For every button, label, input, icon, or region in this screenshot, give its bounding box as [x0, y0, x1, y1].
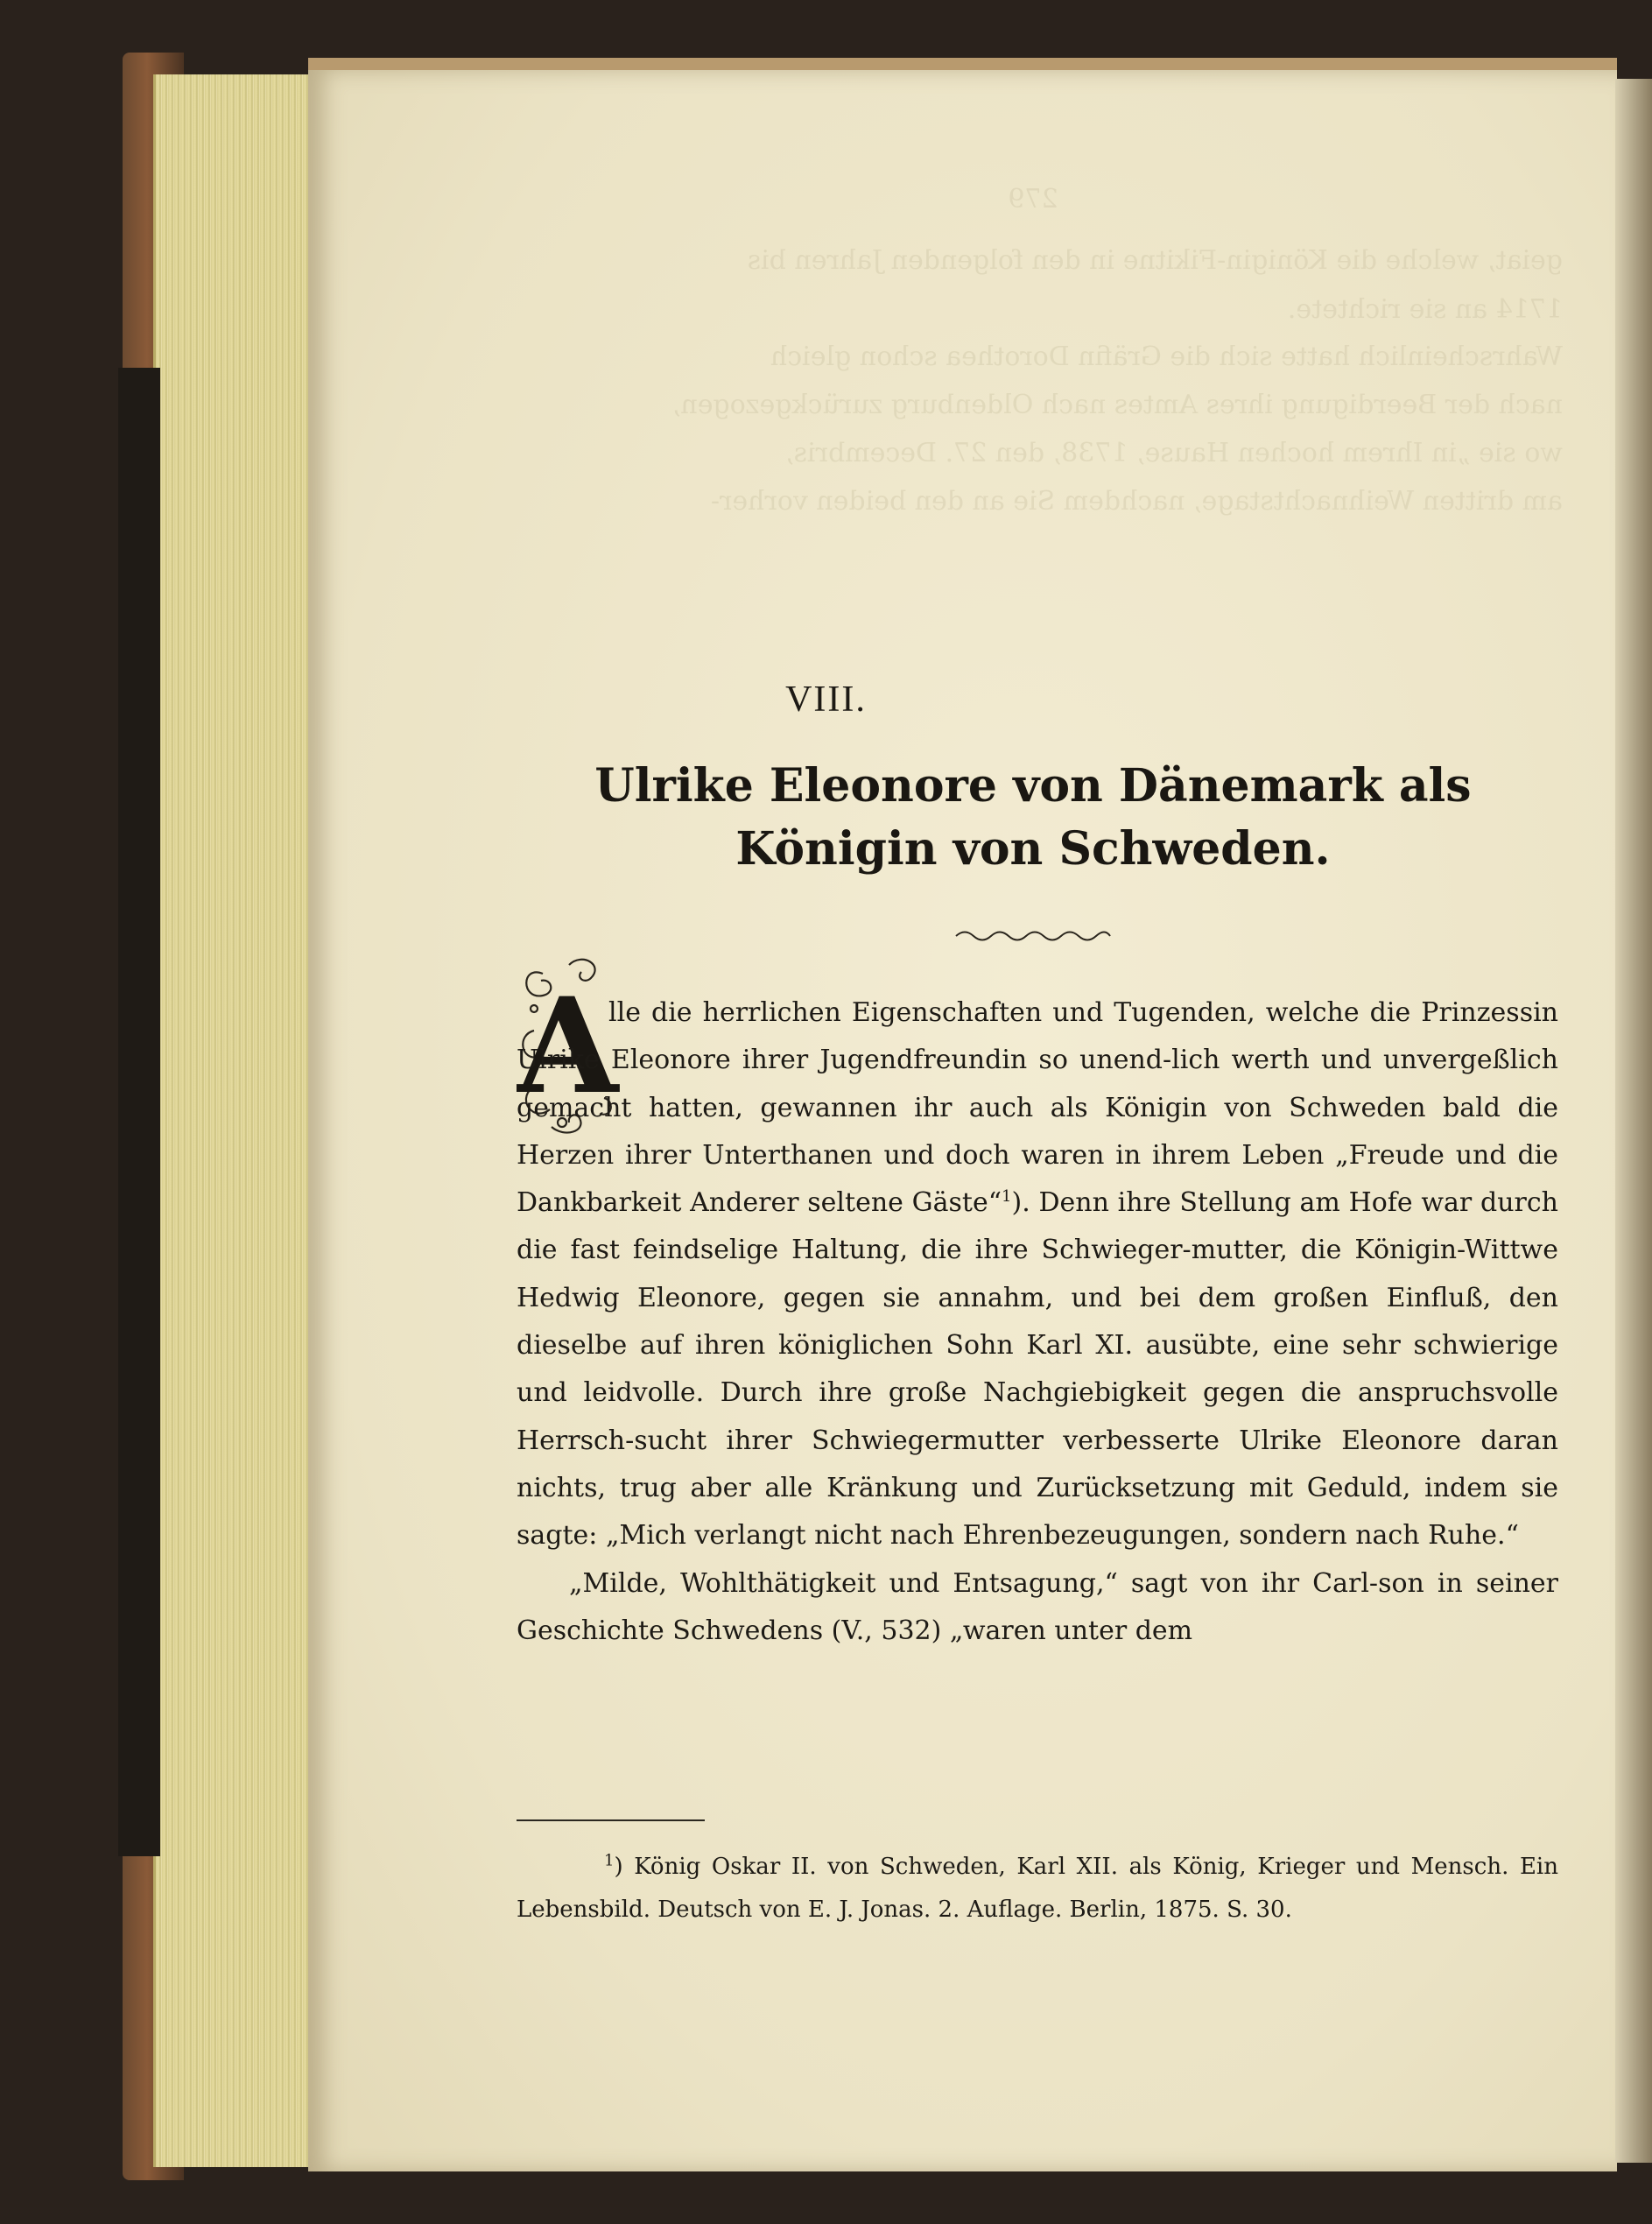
- page-right-edge: [1615, 79, 1652, 2163]
- footnote-rule: [517, 1819, 705, 1821]
- body-text: [517, 989, 1558, 1655]
- paragraph: [517, 989, 1558, 1560]
- title-divider-ornament: [954, 926, 1112, 946]
- paragraph: „Milde, Wohlthätigkeit und Entsagung,“ sagt von ihr Carl-son in seiner Geschichte Schwedens (V., 532) „waren unter dem: [517, 1567, 1558, 1646]
- paragraph-1-end: ). Denn ihre Stellung am Hofe war durch die fast feindselige Haltung, die ihre Schwieger-mutter, die Königin-Wittwe Hedwig Eleonore, gegen sie annahm, und bei dem großen Einfluß, den dieselbe auf ihren königlichen Sohn Karl XI. ausübte, eine sehr schwierige und leidvolle. Durch ihre große Nachgiebigkeit gegen die anspruchsvolle Herrsch-sucht ihrer Schwiegermutter verbesserte Ulrike Eleonore daran nichts, trug aber alle Kränkung und Zurücksetzung mit Geduld, indem sie sagte: „Mich verlangt nicht nach Ehrenbezeugungen, sondern nach Ruhe.“: [517, 1187, 1558, 1552]
- footnote: [517, 1846, 1558, 1932]
- bleed-through-line: 1714 an sie richtete.: [1287, 294, 1563, 325]
- initial-letter-glyph: A: [517, 969, 619, 1123]
- bleed-through-line: geiat, welche die Königin-Fikitne in den folgenden Jahren bis: [747, 245, 1563, 276]
- chapter-number: VIII.: [785, 679, 867, 720]
- bleed-through-line: nach der Beerdigung ihres Amtes nach Oldenburg zurückgezogen,: [671, 390, 1563, 420]
- bleed-through-line: am dritten Weihnachtstage, nachdem Sie an den beiden vorher-: [710, 486, 1563, 517]
- footnote-marker: 1: [604, 1851, 615, 1870]
- chapter-title: Ulrike Eleonore von Dänemark als Königin von Schweden.: [594, 759, 1472, 876]
- footnote-text: ) König Oskar II. von Schweden, Karl XII. als König, Krieger und Mensch. Ein Lebensbild. Deutsch von E. J. Jonas. 2. Auflage. Berlin, 1875. S. 30.: [517, 1854, 1558, 1923]
- footnote-reference: 1: [1002, 1187, 1012, 1207]
- bleed-through-line: wo sie „in Ihrem hochen Hause, 1738, den 27. Decembris,: [785, 438, 1563, 468]
- bleed-through-page-number: 279: [1008, 184, 1058, 215]
- book-spine-shadow: [118, 368, 160, 1856]
- bleed-through-line: Wahrscheinlich hatte sich die Gräfin Dorothea schon gleich: [770, 341, 1563, 372]
- paragraph-1-start: lle die herrlichen Eigenschaften und Tugenden, welche die Prinzessin Ulrike Eleonore ihrer Jugendfreundin so unend-lich werth und unvergeßlich gemacht hatten, gewannen ihr auch als Königin von Schweden bald die Herzen ihrer Unterthanen und doch waren in ihrem Leben „Freude und die Dankbarkeit Anderer seltene Gäste“: [517, 997, 1558, 1219]
- page-stack-edges: [153, 74, 313, 2167]
